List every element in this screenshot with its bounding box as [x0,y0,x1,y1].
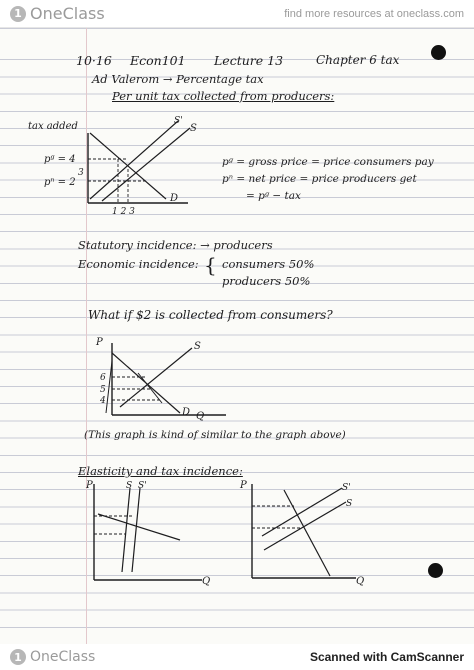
right-graph-p-label: P [240,480,247,491]
oneclass-brand[interactable] [10,4,105,23]
left-graph-demand-curve [98,514,180,540]
right-graph-q-label: Q [356,576,365,587]
graph2-demand-shifted-curve [106,361,112,413]
graph1-q-ticks: 1 2 3 [112,207,135,217]
statutory-incidence: Statutory incidence: → producers [78,238,273,252]
graph2-label-s: S [194,341,201,352]
right-graph-label-s-prime: S' [342,483,351,493]
elasticity-graph-left [84,476,224,586]
elasticity-title: Elasticity and tax incidence: [78,464,243,478]
def-net-formula: = pᵍ − tax [246,190,301,202]
note-lecture: Lecture 13 [214,53,284,68]
note-ad-valorem: Ad Valerom → Percentage tax [92,72,264,86]
footer-brand[interactable] [10,649,95,665]
graph1-label-d: D [170,193,179,204]
binder-hole-top [431,45,446,60]
elasticity-graph-right [238,476,378,586]
right-graph-label-s: S [346,499,353,509]
graph2-p-label: P [96,337,103,348]
left-graph-p-label: P [86,480,93,491]
camscanner-label: Scanned with CamScanner [309,650,464,664]
left-graph-label-s-prime: S' [138,481,147,491]
oneclass-header-bar [0,0,474,28]
graph1-label-pn: pⁿ = 2 [44,177,76,188]
graph2-hatch [138,373,162,403]
graph2-supply-curve [120,348,192,407]
tax-graph-1 [28,113,218,218]
right-graph-demand-curve [284,490,330,576]
footer-logo-icon: 1 [10,649,26,665]
binder-hole-bottom [428,563,443,578]
graph2-label-q: Q [196,411,205,422]
footer-wordmark: OneClass [30,649,96,665]
left-graph-supply-curve [122,488,130,572]
resources-link[interactable]: find more resources at oneclass.com [284,7,464,20]
left-graph-label-s: S [126,481,133,491]
economic-incidence: Economic incidence: [78,257,199,271]
note-chapter: Chapter 6 tax [316,53,400,67]
tax-graph-2 [80,333,240,428]
graph1-supply-shifted-curve [90,121,178,199]
graph1-label-s-prime: S' [174,116,183,126]
def-net-price: pⁿ = net price = price producers get [222,173,417,185]
note-date: 10·16 [76,53,112,68]
right-graph-supply-curve [264,502,346,550]
incidence-brace: { [204,253,217,277]
graph2-label-4: 4 [100,396,106,406]
left-graph-supply-shifted-curve [132,488,140,572]
footer-bar [0,644,474,670]
incidence-producers: producers 50% [222,274,311,288]
oneclass-wordmark: OneClass [30,4,105,23]
question-collected-from-consumers: What if $2 is collected from consumers? [88,308,333,322]
graph1-label-pg: pᵍ = 4 [44,154,76,165]
graph1-label-3: 3 [78,168,84,178]
note-per-unit-tax: Per unit tax collected from producers: [112,89,335,103]
graph2-label-6: 6 [100,373,106,383]
note-course: Econ101 [130,53,186,68]
graph1-ylabel: tax added [28,121,78,132]
incidence-consumers: consumers 50% [222,257,315,271]
graph2-label-5: 5 [100,385,106,395]
def-gross-price: pᵍ = gross price = price consumers pay [222,156,434,168]
oneclass-logo-icon: 1 [10,6,26,22]
graph2-label-d: D [182,407,191,418]
graph1-label-s: S [190,123,197,134]
graph1-supply-curve [102,128,190,201]
left-graph-q-label: Q [202,576,211,587]
graph2-note: (This graph is kind of similar to the graph above) [84,429,346,441]
